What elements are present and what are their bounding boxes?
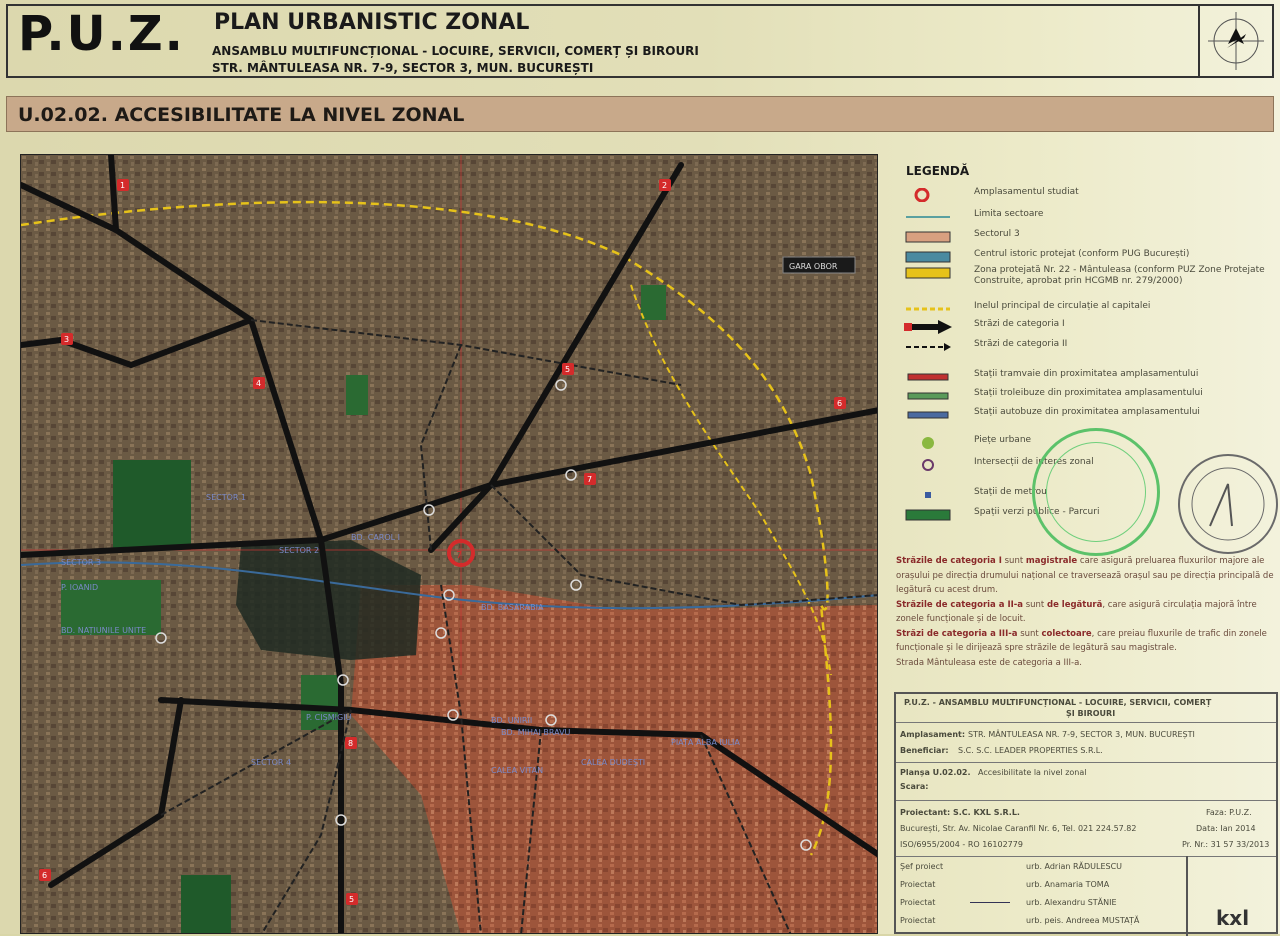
inner-ring-icon <box>904 302 952 316</box>
site-ring-icon <box>904 188 952 202</box>
legend-item <box>904 300 1274 320</box>
tb-proiectant: Proiectant: S.C. KXL S.R.L. <box>900 808 1020 817</box>
tb-beneficiar: S.C. S.C. LEADER PROPERTIES S.R.L. <box>958 746 1103 755</box>
sector-limit-icon <box>904 210 952 224</box>
svg-text:2: 2 <box>662 181 668 190</box>
north-arrow-icon <box>1200 4 1272 76</box>
svg-text:1: 1 <box>120 181 126 190</box>
tb-plansa: Accesibilitate la nivel zonal <box>978 768 1087 777</box>
svg-text:BD. CAROL I: BD. CAROL I <box>351 533 401 542</box>
legend-label: Stații troleibuze din proximitatea amplasamentului <box>974 388 1203 398</box>
trolley-stop-icon <box>904 389 952 403</box>
legend-label: Limita sectoare <box>974 209 1044 219</box>
legend-label: Stații de metrou <box>974 487 1047 497</box>
legend-item <box>904 368 1274 388</box>
bus-stop-icon <box>904 408 952 422</box>
svg-text:7: 7 <box>587 475 593 484</box>
sector3-swatch-icon <box>904 230 952 244</box>
note-category-3: Străzi de categoria a III-a sunt colectoare, care preiau fluxurile de trafic din zonele funcționale și le dirijează spre străzile de legătură sau magistrale. <box>896 628 1267 653</box>
svg-text:SECTOR 1: SECTOR 1 <box>206 493 247 502</box>
svg-text:5: 5 <box>565 365 571 374</box>
tb-role: Proiectat <box>900 916 936 925</box>
svg-text:8: 8 <box>348 739 354 748</box>
title-block <box>894 692 1278 934</box>
tb-scara-label: Scara: <box>900 782 929 791</box>
arrow-road-icon <box>904 320 952 334</box>
plan-title: PLAN URBANISTIC ZONAL <box>214 10 530 35</box>
svg-text:BD. MIHAI BRAVU: BD. MIHAI BRAVU <box>501 728 571 737</box>
tb-name: urb. Adrian RĂDULESCU <box>1026 862 1123 871</box>
legend-label: Zona protejată Nr. 22 - Mântuleasa (conform PUZ Zone Protejate Construite, aprobat prin HCGMB nr. 279/2000) <box>974 265 1265 286</box>
legend-item <box>904 318 1274 338</box>
svg-text:SECTOR 2: SECTOR 2 <box>279 546 320 555</box>
park-ioanid <box>346 375 368 415</box>
svg-text:6: 6 <box>837 399 843 408</box>
svg-text:5: 5 <box>349 895 355 904</box>
design-stamp <box>1178 454 1278 554</box>
svg-text:CALEA DUDEȘTI: CALEA DUDEȘTI <box>581 758 646 767</box>
svg-text:CALEA VITAN: CALEA VITAN <box>491 766 544 775</box>
tb-header-2: ȘI BIROURI <box>1066 709 1116 718</box>
dashed-road-icon <box>904 340 952 354</box>
tb-adresa: București, Str. Av. Nicolae Caranfil Nr. 6, Tel. 021 224.57.82 <box>900 824 1137 833</box>
note-category-1: Străzile de categoria I sunt magistrale care asigură preluarea fluxurilor majore ale orașului pe direcția drumului național ce traversează orașul sau pe direcția principală de legătură cu acest drum. <box>896 556 1274 595</box>
header-frame <box>6 4 1274 78</box>
historic-center-icon <box>904 250 952 264</box>
tb-data: Data: Ian 2014 <box>1196 824 1256 833</box>
plan-subtitle-1: ANSAMBLU MULTIFUNCȚIONAL - LOCUIRE, SERVICII, COMERȚ ȘI BIROURI <box>212 44 699 58</box>
legend-label: Spații verzi publice - Parcuri <box>974 507 1100 517</box>
svg-text:P. CIȘMIGIU: P. CIȘMIGIU <box>306 713 352 722</box>
tb-header-1: P.U.Z. - ANSAMBLU MULTIFUNCȚIONAL - LOCUIRE, SERVICII, COMERȚ <box>904 698 1212 707</box>
gara-obor-label: GARA OBOR <box>789 262 838 271</box>
compass-box <box>1198 4 1272 78</box>
svg-text:SECTOR 3: SECTOR 3 <box>61 558 102 567</box>
tb-role: Șef proiect <box>900 862 944 871</box>
legend-item <box>904 264 1274 298</box>
intersection-ring-icon <box>904 458 952 472</box>
svg-text:6: 6 <box>42 871 48 880</box>
tb-role: Proiectat <box>900 880 936 889</box>
plan-subtitle-2: STR. MÂNTULEASA NR. 7-9, SECTOR 3, MUN. BUCUREȘTI <box>212 61 594 75</box>
section-title: U.02.02. ACCESIBILITATE LA NIVEL ZONAL <box>18 104 465 126</box>
zonal-map <box>21 155 878 934</box>
svg-text:PIAȚA ALBA IULIA: PIAȚA ALBA IULIA <box>671 738 740 747</box>
tb-name: urb. Anamaria TOMA <box>1026 880 1110 889</box>
svg-text:SECTOR 4: SECTOR 4 <box>251 758 292 767</box>
svg-text:BD. NAȚIUNILE UNITE: BD. NAȚIUNILE UNITE <box>61 626 147 635</box>
legend-label: Intersecții de interes zonal <box>974 457 1094 467</box>
legend-label: Stații autobuze din proximitatea amplasamentului <box>974 407 1200 417</box>
legend-label: Străzi de categoria II <box>974 339 1068 349</box>
site-number: 7 <box>456 550 463 561</box>
park-swatch-icon <box>904 508 952 522</box>
legend-label: Inelul principal de circulație al capitalei <box>974 301 1151 311</box>
park-south <box>181 875 231 934</box>
tram-stop-icon <box>904 370 952 384</box>
park-obor <box>641 285 666 320</box>
svg-text:4: 4 <box>256 379 262 388</box>
legend-label: Străzi de categoria I <box>974 319 1065 329</box>
tb-pr-nr: Pr. Nr.: 31 57 33/2013 <box>1182 840 1270 849</box>
legend-item <box>904 338 1274 358</box>
legend-label: Stații tramvaie din proximitatea amplasamentului <box>974 369 1199 379</box>
tb-amplasament-label: Amplasament: <box>900 730 966 739</box>
tb-beneficiar-label: Beneficiar: <box>900 746 949 755</box>
tb-role: Proiectat <box>900 898 936 907</box>
tb-divider <box>1186 856 1188 936</box>
svg-text:BD. UNIRII: BD. UNIRII <box>491 716 533 725</box>
map-panel <box>20 154 878 934</box>
legend-label: Amplasamentul studiat <box>974 187 1079 197</box>
legend-item <box>904 208 1274 228</box>
park-herastrau <box>113 460 191 550</box>
legend-title: LEGENDĂ <box>906 164 970 178</box>
svg-text:BD. BASARABIA: BD. BASARABIA <box>481 603 544 612</box>
market-dot-icon <box>904 436 952 450</box>
kxl-logo-text: kxl <box>1216 906 1250 930</box>
legend-label: Centrul istoric protejat (conform PUG București) <box>974 249 1190 259</box>
tb-name: urb. Alexandru STĂNIE <box>1026 898 1117 907</box>
puz-logo-text: P.U.Z. <box>18 6 185 62</box>
legend-label: Sectorul 3 <box>974 229 1020 239</box>
svg-text:P. IOANID: P. IOANID <box>61 583 99 592</box>
tb-amplasament: STR. MÂNTULEASA NR. 7-9, SECTOR 3, MUN. BUCUREȘTI <box>968 730 1195 739</box>
tb-name: urb. peis. Andreea MUSTAȚĂ <box>1026 916 1140 925</box>
note-mantuleasa: Strada Mântuleasa este de categoria a III-a. <box>896 657 1082 668</box>
legend-item <box>904 406 1274 426</box>
company-stamp-inner <box>1046 442 1146 542</box>
signature-icon <box>970 862 1010 903</box>
legend-item <box>904 387 1274 407</box>
tb-faza: Faza: P.U.Z. <box>1206 808 1252 817</box>
svg-text:3: 3 <box>64 335 70 344</box>
legend-notes <box>896 554 1278 670</box>
metro-icon <box>904 488 952 502</box>
legend-item <box>904 186 1274 206</box>
tb-iso: ISO/6955/2004 - RO 16102779 <box>900 840 1023 849</box>
legend-label: Piețe urbane <box>974 435 1032 445</box>
kxl-stamp-icon <box>1180 456 1276 552</box>
tb-plansa-label: Planșa U.02.02. <box>900 768 971 777</box>
legend-item <box>904 228 1274 248</box>
protected-zone-icon <box>904 266 952 280</box>
note-category-2: Străzile de categoria a II-a sunt de legătură, care asigură circulația majoră între zonele funcționale și de locuit. <box>896 599 1257 624</box>
